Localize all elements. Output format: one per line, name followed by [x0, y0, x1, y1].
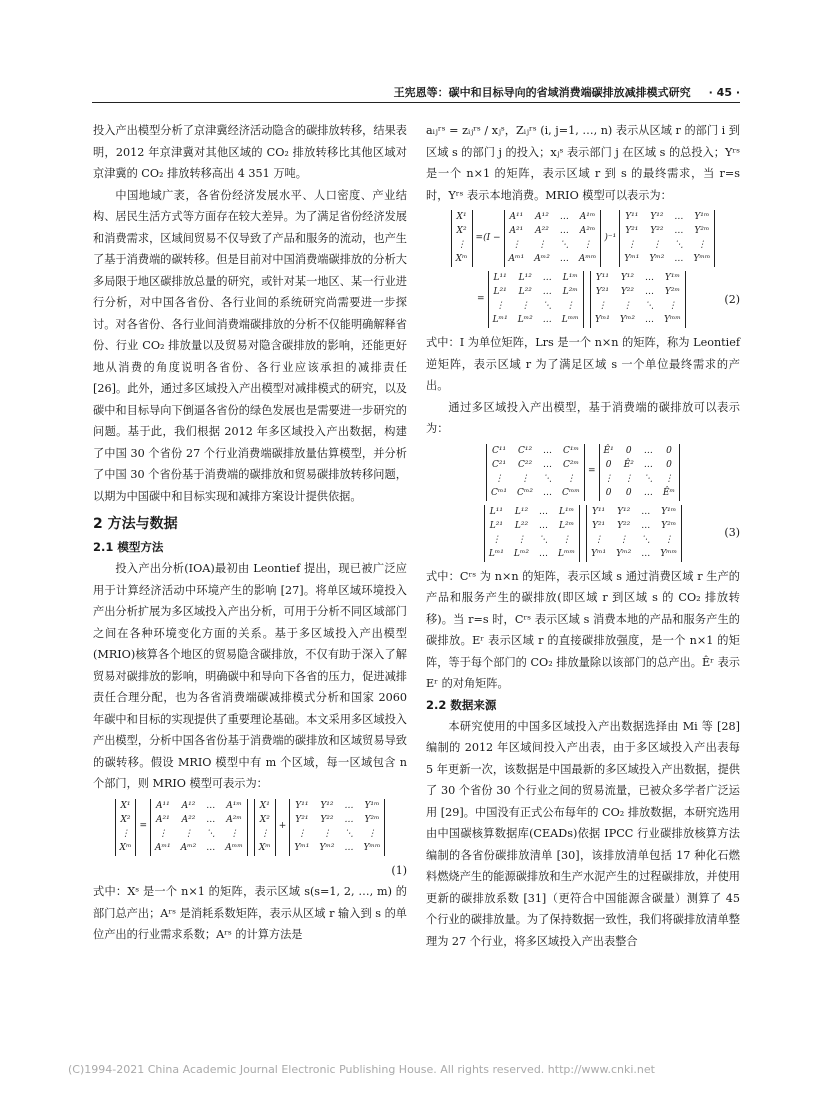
- paragraph: 式中：Cʳˢ 为 n×n 的矩阵，表示区域 s 通过消费区域 r 生产的产品和服务产生的碳排放(即区域 r 到区域 s 的 CO₂ 排放转移)。当 r=s 时，Cʳˢ 表示区域 s 消费本地的产品和服务产生的碳排放。Eʳ 表示区域 r 的直接碳排放强度，是一个 n×1 的矩阵，等于每个部门的 CO₂ 排放量除以该部门的总产出。Êʳ 表示 Eʳ 的对角矩阵。: [426, 569, 740, 690]
- right-column: [426, 120, 740, 952]
- left-column: [93, 120, 407, 946]
- equation-number: (3): [724, 526, 740, 540]
- equation-3b: L¹¹ L¹² … L¹ᵐ L²¹ L²² … L²ᵐ ⋮ ⋮ ⋱ ⋮ Lᵐ¹ Lᵐ² … Lᵐᵐ Y¹¹ Y¹² … Y¹ᵐ Y²¹ Y²² … Y²ᵐ ⋮ ⋮ ⋱ ⋮ Yᵐ¹ Yᵐ² … Yᵐᵐ (3): [426, 505, 740, 562]
- paragraph: 式中：Xˢ 是一个 n×1 的矩阵，表示区域 s(s=1, 2, …, m) 的部门总产出；Aʳˢ 是消耗系数矩阵，表示从区域 r 输入到 s 的单位产出的行业需求系数；Aʳˢ 的计算方法是: [93, 885, 407, 941]
- paragraph: 中国地域广袤，各省份经济发展水平、人口密度、产业结构、居民生活方式等方面存在较大差异。为了满足省份经济发展和消费需求，区域间贸易不仅导致了产品和服务的流动，也产生了基于消费端的碳转移。但是目前对中国消费端碳排放的分析大多局限于地区碳排放总量的研究，或针对某一地区、某一行业进行分析，对中国各省份、各行业间的系统研究尚需要进一步探讨。对各省份、各行业间消费端碳排放的分析不仅能明确解释省份、行业 CO₂ 排放量以及贸易对隐含碳排放的影响，还能更好地从消费的角度说明各省份、各行业应该承担的减排责任 [26]。此外，通过多区域投入产出模型对减排模式的研究，以及碳中和目标导向下倒逼各省份的绿色发展也是需要进一步研究的问题。基于此，我们根据 2012 年多区域投入产出数据，构建了中国 30 个省份 27 个行业消费端碳排放量估算模型，并分析了中国 30 个省份基于消费端的碳排放和贸易碳排放转移问题，以期为中国碳中和目标实现和减排方案设计提供依据。: [93, 188, 407, 503]
- header-title: 王宪恩等：碳中和目标导向的省域消费端碳排放减排模式研究: [393, 86, 691, 99]
- equation-number: (2): [724, 292, 740, 306]
- equation-3a: C¹¹ C¹² … C¹ᵐ C²¹ C²² … C²ᵐ ⋮ ⋮ ⋱ ⋮ Cᵐ¹ Cᵐ² … Cᵐᵐ = Ê¹ 0 … 0 0 Ê² … 0 ⋮ ⋮ ⋱ ⋮ 0 0 … Êᵐ: [426, 444, 740, 501]
- paragraph: 投入产出模型分析了京津冀经济活动隐含的碳排放转移，结果表明，2012 年京津冀对其他区域的 CO₂ 排放转移比其他区域对京津冀的 CO₂ 排放转移高出 4 351 万吨。: [93, 124, 407, 180]
- subsection-heading: 2.2 数据来源: [426, 697, 497, 712]
- equation-1: X¹ X² ⋮ Xᵐ = A¹¹ A¹² … A¹ᵐ A²¹ A²² … A²ᵐ ⋮ ⋮ ⋱ ⋮ Aᵐ¹ Aᵐ² … Aᵐᵐ X¹ X² ⋮ Xᵐ + Y¹¹ Y¹² … Y¹ᵐ Y²¹ Y²² … Y²ᵐ ⋮ ⋮ ⋱ ⋮ Yᵐ¹ Yᵐ² … Yᵐᵐ: [93, 799, 407, 856]
- page-number: · 45 ·: [708, 86, 740, 99]
- paragraph: aᵢⱼʳˢ = zᵢⱼʳˢ / xⱼˢ，Zᵢⱼʳˢ (i, j=1, …, n) 表示从区域 r 的部门 i 到区域 s 的部门 j 的投入；xⱼˢ 表示部门 j 在区域 s 的总投入；Yʳˢ 是一个 n×1 的矩阵，表示区域 r 到 s 的最终需求，当 r=s 时，Yʳˢ 表示本地消费。MRIO 模型可以表示为：: [426, 124, 740, 202]
- subsection-heading: 2.1 模型方法: [93, 540, 164, 554]
- paragraph: 通过多区域投入产出模型，基于消费端的碳排放可以表示为：: [426, 400, 740, 435]
- paragraph: 投入产出分析(IOA)最初由 Leontief 提出，现已被广泛应用于计算经济活动中环境产生的影响 [27]。将单区域环境投入产出分析扩展为多区域投入产出分析，可用于分析不同区域部门之间在各种环境变化方面的关系。基于多区域投入产出模型(MRIO)核算各个地区的贸易隐含碳排放，不仅有助于深入了解贸易对碳排放的影响，明确碳中和导向下各省的压力，促进减排责任合理分配，也为各省消费端碳减排模式分析和国家 2060 年碳中和目标的实现提供了重要理论基础。本文采用多区域投入产出模型，分析中国各省份基于消费端的碳排放和区域贸易导致的碳转移。假设 MRIO 模型中有 m 个区域，每一区域包含 n 个部门，则 MRIO 模型可表示为：: [93, 562, 407, 790]
- section-heading: 2 方法与数据: [93, 516, 178, 532]
- equation-2b: = L¹¹ L¹² … L¹ᵐ L²¹ L²² … L²ᵐ ⋮ ⋮ ⋱ ⋮ Lᵐ¹ Lᵐ² … Lᵐᵐ Y¹¹ Y¹² … Y¹ᵐ Y²¹ Y²² … Y²ᵐ ⋮ ⋮ ⋱ ⋮ Yᵐ¹ Yᵐ² … Yᵐᵐ (2): [426, 271, 740, 328]
- paragraph: 本研究使用的中国多区域投入产出数据选择由 Mi 等 [28] 编制的 2012 年区域间投入产出表，由于多区域投入产出表每 5 年更新一次，该数据是中国最新的多区域投入产出数据，提供了 30 个省份 30 个行业之间的贸易流量，已被众多学者广泛运用 [29]。中国没有正式公布每年的 CO₂ 排放数据，本研究选用由中国碳核算数据库(CEADs)依据 IPCC 行业碳排放核算方法编制的各省份碳排放清单 [30]，该排放清单包括 17 种化石燃料燃烧产生的能源碳排放和生产水泥产生的过程碳排放，并使用更新的碳排放系数 [31]（更符合中国能源含碳量）测算了 45 个行业的碳排放量。为了保持数据一致性，我们将碳排放清单整理为 27 个行业，将多区域投入产出表整合: [426, 719, 740, 948]
- running-header: [92, 84, 740, 103]
- equation-number: (1): [391, 863, 407, 877]
- copyright-footer: (C)1994-2021 China Academic Journal Electronic Publishing House. All rights reserved. http://www.cnki.net: [68, 1063, 655, 1076]
- equation-2a: X¹ X² ⋮ Xᵐ =(I − A¹¹ A¹² … A¹ᵐ A²¹ A²² … A²ᵐ ⋮ ⋮ ⋱ ⋮ Aᵐ¹ Aᵐ² … Aᵐᵐ )⁻¹ Y¹¹ Y¹² … Y¹ᵐ Y²¹ Y²² … Y²ᵐ ⋮ ⋮ ⋱ ⋮ Yᵐ¹ Yᵐ² … Yᵐᵐ: [426, 210, 740, 267]
- paragraph: 式中：I 为单位矩阵，Lrs 是一个 n×n 的矩阵，称为 Leontief 逆矩阵，表示区域 r 为了满足区域 s 一个单位最终需求的产出。: [426, 336, 740, 392]
